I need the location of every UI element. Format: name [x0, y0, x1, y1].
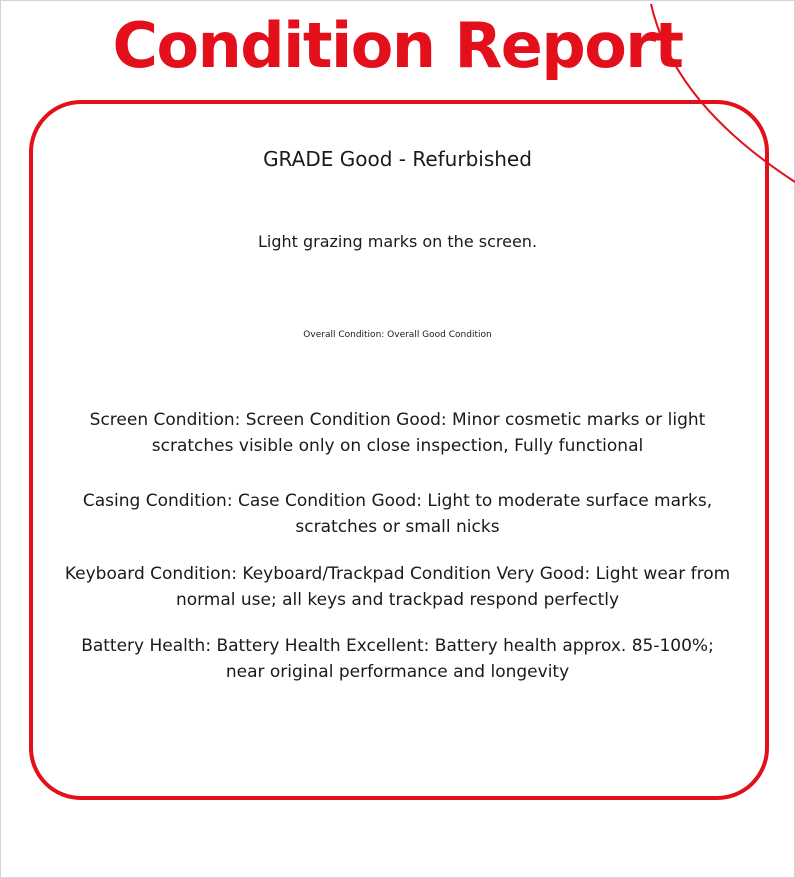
keyboard-condition: Keyboard Condition: Keyboard/Trackpad Condition Very Good: Light wear from normal use; all keys and trackpad respond perfectly	[64, 564, 731, 610]
grade-heading: GRADE Good - Refurbished	[263, 147, 532, 171]
screen-condition: Screen Condition: Screen Condition Good: Minor cosmetic marks or light scratches visible only on close inspection, Fully functional	[89, 410, 706, 456]
battery-health: Battery Health: Battery Health Excellent: Battery health approx. 85-100%; near original performance and longevity	[81, 636, 714, 682]
casing-condition: Casing Condition: Case Condition Good: Light to moderate surface marks, scratches or small nicks	[82, 491, 713, 537]
overall-condition: Overall Condition: Overall Good Condition	[303, 330, 492, 340]
page-title: Condition Report	[112, 9, 683, 82]
condition-notes: Light grazing marks on the screen.	[257, 232, 538, 251]
